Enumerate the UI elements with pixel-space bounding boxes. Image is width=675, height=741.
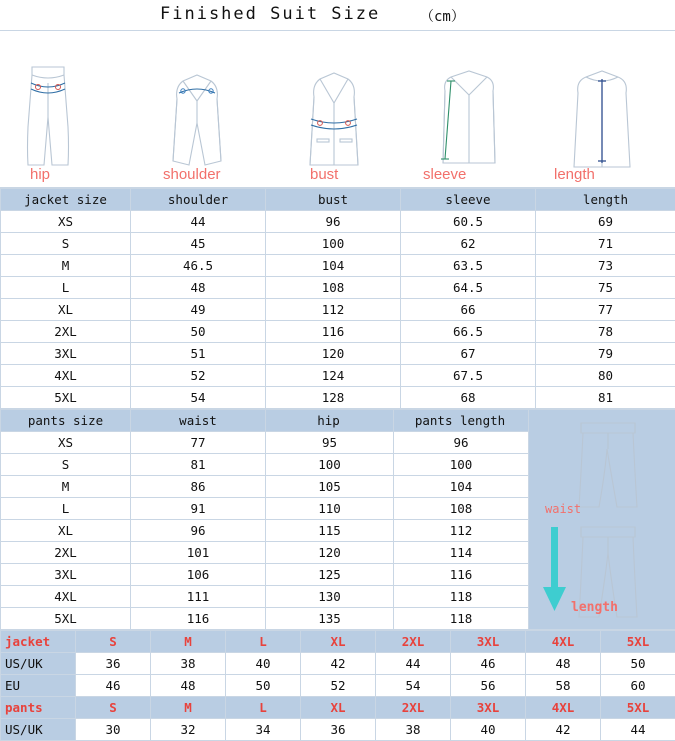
jacket-size-table xyxy=(0,188,675,409)
size-header: 5XL xyxy=(601,631,675,653)
table-row xyxy=(1,321,675,343)
cell-length: 80 xyxy=(536,365,675,387)
row-label-eu: EU xyxy=(1,675,76,697)
cell-sleeve: 68 xyxy=(401,387,536,409)
cell-sleeve: 60.5 xyxy=(401,211,536,233)
table-row xyxy=(1,277,675,299)
cell-pants-length: 118 xyxy=(394,586,529,608)
pants-waist-label: waist xyxy=(545,502,581,516)
cell-length: 73 xyxy=(536,255,675,277)
table-row xyxy=(1,365,675,387)
cell-shoulder: 49 xyxy=(131,299,266,321)
shoulder-figure xyxy=(135,31,270,187)
size-header: S xyxy=(76,697,151,719)
cell-length: 77 xyxy=(536,299,675,321)
pants-illustration-cell xyxy=(529,410,675,630)
title-bar xyxy=(0,0,675,31)
size-header: 3XL xyxy=(451,631,526,653)
cell-waist: 101 xyxy=(131,542,266,564)
cell-value: 36 xyxy=(301,719,376,741)
cell-shoulder: 45 xyxy=(131,233,266,255)
cell-hip: 105 xyxy=(266,476,394,498)
cell-pants-length: 104 xyxy=(394,476,529,498)
cell-size: 2XL xyxy=(1,542,131,564)
cell-pants-length: 118 xyxy=(394,608,529,630)
table-row xyxy=(1,211,675,233)
cell-value: 38 xyxy=(376,719,451,741)
cell-size: XS xyxy=(1,432,131,454)
cell-value: 48 xyxy=(151,675,226,697)
size-header: XL xyxy=(301,631,376,653)
cell-hip: 130 xyxy=(266,586,394,608)
cell-shoulder: 52 xyxy=(131,365,266,387)
cell-value: 36 xyxy=(76,653,151,675)
cell-hip: 135 xyxy=(266,608,394,630)
size-header: M xyxy=(151,631,226,653)
size-header: 2XL xyxy=(376,631,451,653)
unit-label: （cm） xyxy=(420,6,465,26)
cell-value: 50 xyxy=(226,675,301,697)
size-header: 4XL xyxy=(526,631,601,653)
cell-value: 44 xyxy=(601,719,675,741)
cell-value: 42 xyxy=(301,653,376,675)
cell-value: 40 xyxy=(226,653,301,675)
row-label-us-uk: US/UK xyxy=(1,719,76,741)
cell-size: L xyxy=(1,498,131,520)
cell-bust: 104 xyxy=(266,255,401,277)
bust-figure xyxy=(270,31,405,187)
cell-sleeve: 66.5 xyxy=(401,321,536,343)
cell-value: 48 xyxy=(526,653,601,675)
cell-hip: 100 xyxy=(266,454,394,476)
size-conversion-table xyxy=(0,630,675,741)
cell-shoulder: 50 xyxy=(131,321,266,343)
jacket-header-bust: bust xyxy=(266,189,401,211)
cell-sleeve: 63.5 xyxy=(401,255,536,277)
jacket-conversion-header-row xyxy=(1,631,675,653)
cell-bust: 100 xyxy=(266,233,401,255)
cell-size: S xyxy=(1,454,131,476)
pants-size-table xyxy=(0,409,675,630)
cell-shoulder: 54 xyxy=(131,387,266,409)
cell-value: 58 xyxy=(526,675,601,697)
size-header: 2XL xyxy=(376,697,451,719)
cell-size: M xyxy=(1,255,131,277)
table-row xyxy=(1,675,675,697)
size-header: L xyxy=(226,697,301,719)
cell-sleeve: 64.5 xyxy=(401,277,536,299)
cell-hip: 120 xyxy=(266,542,394,564)
cell-size: 4XL xyxy=(1,365,131,387)
cell-size: XL xyxy=(1,299,131,321)
cell-bust: 116 xyxy=(266,321,401,343)
cell-bust: 108 xyxy=(266,277,401,299)
size-header: 5XL xyxy=(601,697,675,719)
cell-bust: 120 xyxy=(266,343,401,365)
cell-value: 32 xyxy=(151,719,226,741)
cell-shoulder: 46.5 xyxy=(131,255,266,277)
table-row xyxy=(1,653,675,675)
pants-table-header-row xyxy=(1,410,675,432)
cell-bust: 128 xyxy=(266,387,401,409)
cell-hip: 125 xyxy=(266,564,394,586)
cell-pants-length: 108 xyxy=(394,498,529,520)
cell-size: 5XL xyxy=(1,608,131,630)
pants-header-hip: hip xyxy=(266,410,394,432)
illustration-strip xyxy=(0,31,675,188)
sleeve-figure xyxy=(405,31,540,187)
cell-pants-length: 112 xyxy=(394,520,529,542)
cell-pants-length: 96 xyxy=(394,432,529,454)
cell-waist: 86 xyxy=(131,476,266,498)
size-header: XL xyxy=(301,697,376,719)
size-header: 3XL xyxy=(451,697,526,719)
cell-size: M xyxy=(1,476,131,498)
cell-length: 75 xyxy=(536,277,675,299)
cell-size: L xyxy=(1,277,131,299)
illustration-label: hip xyxy=(30,166,50,183)
cell-size: 3XL xyxy=(1,343,131,365)
table-row xyxy=(1,719,675,741)
cell-waist: 111 xyxy=(131,586,266,608)
cell-length: 71 xyxy=(536,233,675,255)
illustration-label: length xyxy=(554,166,595,183)
cell-value: 40 xyxy=(451,719,526,741)
length-figure xyxy=(540,31,675,187)
cell-size: XL xyxy=(1,520,131,542)
cell-shoulder: 44 xyxy=(131,211,266,233)
jacket-table-header-row xyxy=(1,189,675,211)
pants-header-pants-length: pants length xyxy=(394,410,529,432)
jacket-conversion-label: jacket xyxy=(1,631,76,653)
jacket-header-sleeve: sleeve xyxy=(401,189,536,211)
cell-size: XS xyxy=(1,211,131,233)
cell-waist: 91 xyxy=(131,498,266,520)
cell-waist: 77 xyxy=(131,432,266,454)
cell-waist: 106 xyxy=(131,564,266,586)
cell-value: 46 xyxy=(76,675,151,697)
cell-size: 4XL xyxy=(1,586,131,608)
cell-value: 38 xyxy=(151,653,226,675)
jacket-header-size: jacket size xyxy=(1,189,131,211)
illustration-label: shoulder xyxy=(163,166,221,183)
cell-value: 60 xyxy=(601,675,675,697)
cell-sleeve: 67.5 xyxy=(401,365,536,387)
cell-size: 2XL xyxy=(1,321,131,343)
jacket-header-shoulder: shoulder xyxy=(131,189,266,211)
cell-shoulder: 48 xyxy=(131,277,266,299)
pants-header-size: pants size xyxy=(1,410,131,432)
page-title: Finished Suit Size xyxy=(160,4,380,24)
cell-value: 34 xyxy=(226,719,301,741)
cell-sleeve: 67 xyxy=(401,343,536,365)
cell-length: 81 xyxy=(536,387,675,409)
cell-hip: 115 xyxy=(266,520,394,542)
illustration-label: sleeve xyxy=(423,166,466,183)
jacket-header-length: length xyxy=(536,189,675,211)
pants-header-waist: waist xyxy=(131,410,266,432)
size-header: M xyxy=(151,697,226,719)
cell-value: 46 xyxy=(451,653,526,675)
cell-value: 42 xyxy=(526,719,601,741)
cell-value: 54 xyxy=(376,675,451,697)
pants-length-label: length xyxy=(571,600,618,615)
table-row xyxy=(1,255,675,277)
cell-pants-length: 100 xyxy=(394,454,529,476)
cell-length: 79 xyxy=(536,343,675,365)
cell-length: 69 xyxy=(536,211,675,233)
row-label-us-uk: US/UK xyxy=(1,653,76,675)
cell-value: 50 xyxy=(601,653,675,675)
cell-value: 30 xyxy=(76,719,151,741)
pants-conversion-header-row xyxy=(1,697,675,719)
cell-bust: 112 xyxy=(266,299,401,321)
size-header: L xyxy=(226,631,301,653)
cell-value: 56 xyxy=(451,675,526,697)
illustration-label: bust xyxy=(310,166,338,183)
cell-hip: 95 xyxy=(266,432,394,454)
pants-conversion-label: pants xyxy=(1,697,76,719)
cell-waist: 96 xyxy=(131,520,266,542)
cell-size: S xyxy=(1,233,131,255)
table-row xyxy=(1,233,675,255)
cell-bust: 96 xyxy=(266,211,401,233)
cell-shoulder: 51 xyxy=(131,343,266,365)
cell-sleeve: 62 xyxy=(401,233,536,255)
cell-sleeve: 66 xyxy=(401,299,536,321)
cell-waist: 116 xyxy=(131,608,266,630)
cell-value: 52 xyxy=(301,675,376,697)
cell-hip: 110 xyxy=(266,498,394,520)
cell-size: 5XL xyxy=(1,387,131,409)
table-row xyxy=(1,343,675,365)
cell-bust: 124 xyxy=(266,365,401,387)
hip-figure xyxy=(0,31,135,187)
cell-pants-length: 116 xyxy=(394,564,529,586)
table-row xyxy=(1,387,675,409)
cell-pants-length: 114 xyxy=(394,542,529,564)
cell-value: 44 xyxy=(376,653,451,675)
table-row xyxy=(1,299,675,321)
cell-size: 3XL xyxy=(1,564,131,586)
size-header: S xyxy=(76,631,151,653)
cell-length: 78 xyxy=(536,321,675,343)
size-header: 4XL xyxy=(526,697,601,719)
cell-waist: 81 xyxy=(131,454,266,476)
